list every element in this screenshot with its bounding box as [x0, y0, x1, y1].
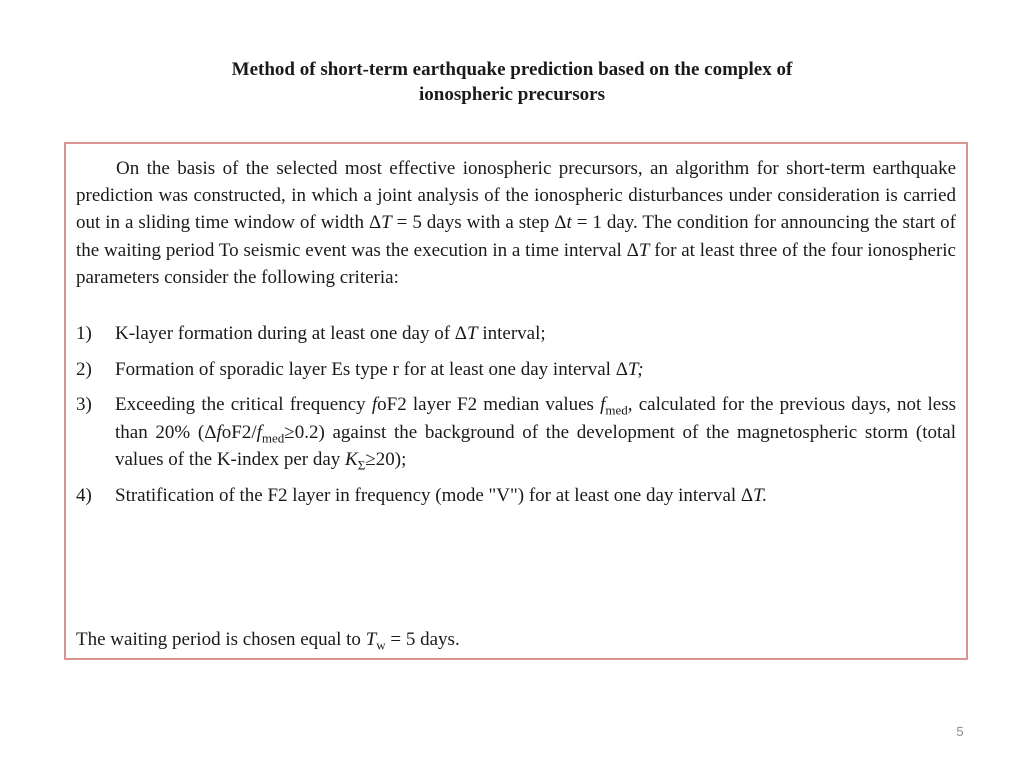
slide-title — [0, 57, 1024, 107]
content-box — [64, 142, 968, 660]
criteria-item — [76, 356, 956, 383]
item-text: , calculated for the previous days, not less than 20% (Δ — [115, 394, 956, 443]
item-var: T. — [753, 484, 768, 506]
item-var: K — [345, 448, 358, 470]
intro-paragraph — [76, 155, 956, 291]
item-number: 1) — [76, 323, 92, 345]
item-subscript: med — [261, 430, 285, 446]
intro-var: T — [638, 239, 650, 261]
item-text: ≥20); — [365, 448, 407, 470]
item-var: T; — [627, 358, 644, 380]
item-text: ≥0.2) against the background of the development of the magnetospheric storm (total values of the K-index per day — [115, 421, 956, 470]
final-subscript: w — [376, 637, 386, 653]
item-text: Exceeding the critical frequency — [115, 394, 372, 416]
criteria-list — [76, 320, 956, 509]
final-text: = 5 days. — [385, 629, 460, 650]
waiting-period-text — [76, 626, 460, 653]
item-var: f — [256, 421, 262, 443]
item-text: interval; — [477, 323, 546, 345]
item-var: f — [216, 421, 222, 443]
criteria-item — [76, 391, 956, 473]
item-number: 3) — [76, 394, 92, 416]
final-text: The waiting period is chosen equal to — [76, 629, 366, 650]
item-text: K-layer formation during at least one day of Δ — [115, 323, 467, 345]
item-number: 2) — [76, 358, 92, 380]
intro-var: T — [381, 212, 392, 234]
intro-text: On the basis of the selected most effective ionospheric precursors, an algorithm for short-term earthquake prediction was constructed, in which a joint analysis of the ionospheric disturbances under consideration is carried out in a sliding time window of width Δ — [76, 158, 956, 234]
item-subscript: med — [605, 402, 628, 418]
item-text: oF2 layer F2 median values — [377, 394, 601, 416]
item-var: f — [600, 394, 606, 416]
criteria-item — [76, 482, 956, 509]
intro-text: for at least three of the four ionospheric parameters consider the following criteria: — [76, 239, 956, 288]
slide-title-line-1: Method of short-term earthquake prediction based on the complex of — [231, 59, 793, 80]
item-text: oF2/ — [221, 421, 257, 443]
item-text: Stratification of the F2 layer in frequency (mode "V") for at least one day interval Δ — [115, 484, 754, 506]
final-var: T — [365, 629, 377, 650]
intro-var: t — [566, 212, 572, 234]
item-text: Formation of sporadic layer Es type r for at least one day interval Δ — [115, 358, 628, 380]
intro-text: = 5 days with a step Δ — [391, 212, 567, 234]
item-var: f — [371, 394, 378, 416]
page-number: 5 — [956, 724, 964, 739]
slide-title-line-2: ionospheric precursors — [419, 84, 605, 105]
item-subscript: Σ — [357, 457, 366, 473]
item-var: T — [467, 323, 478, 345]
intro-text: = 1 day. The condition for announcing the start of the waiting period To seismic event was the execution in a time interval Δ — [76, 212, 956, 261]
item-number: 4) — [76, 484, 92, 506]
criteria-item — [76, 320, 956, 347]
